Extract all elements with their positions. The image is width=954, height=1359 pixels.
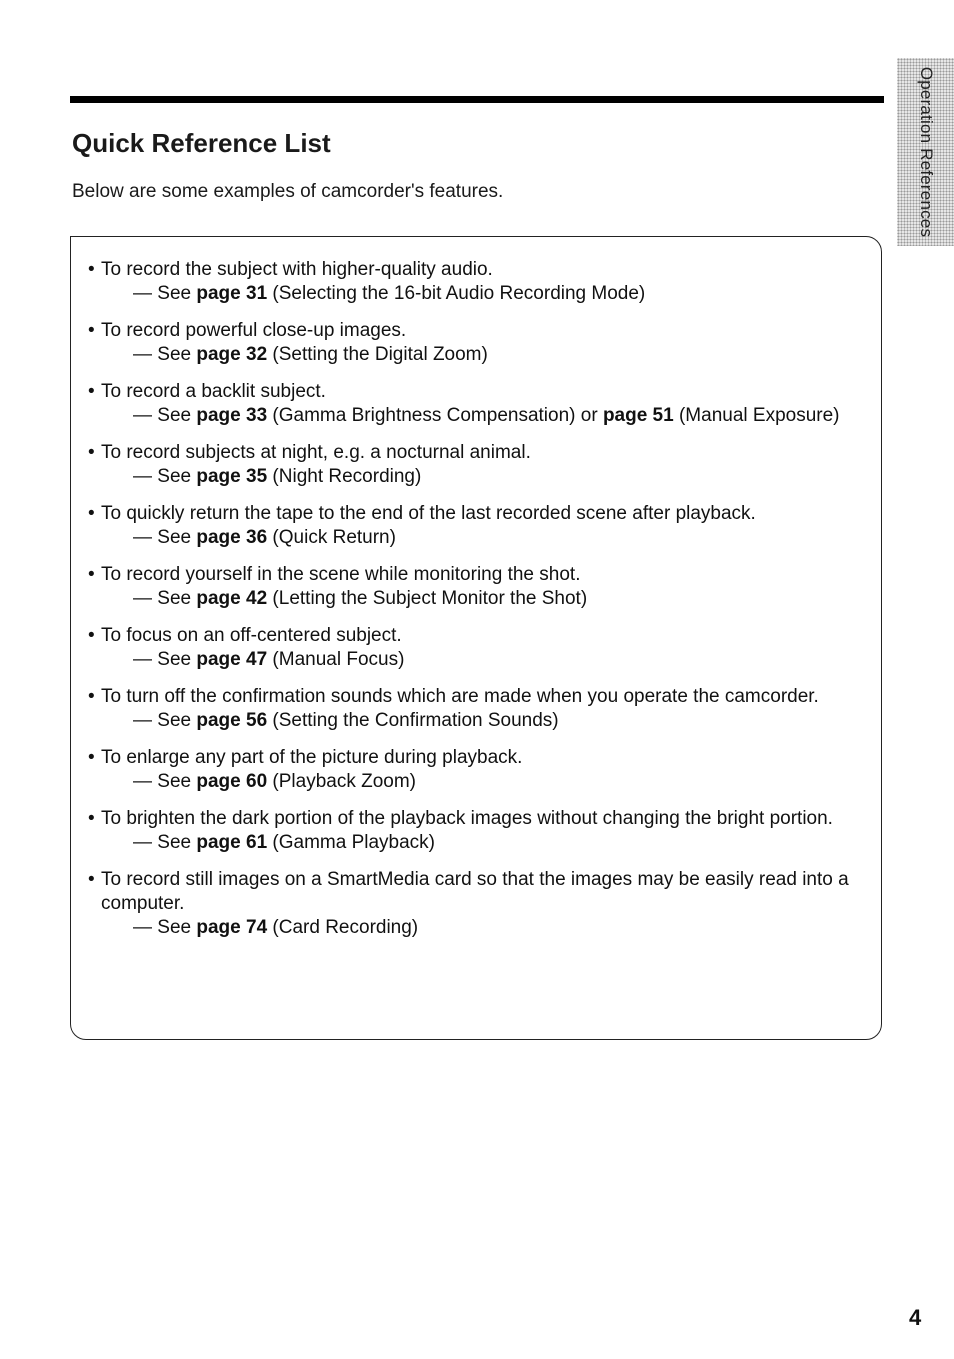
top-rule xyxy=(70,96,884,103)
list-item xyxy=(88,563,878,611)
list-item xyxy=(88,258,878,306)
item-reference: — See page 32 (Setting the Digital Zoom) xyxy=(133,344,488,365)
page-ref: page 74 xyxy=(196,917,268,938)
item-description: • To quickly return the tape to the end of the last recorded scene after playback. xyxy=(88,502,878,526)
page-ref: page 42 xyxy=(196,588,268,609)
item-reference: — See page 36 (Quick Return) xyxy=(133,527,396,548)
list-item xyxy=(88,624,878,672)
page-ref: page 32 xyxy=(196,344,268,365)
reference-list xyxy=(88,258,878,953)
item-reference: — See page 35 (Night Recording) xyxy=(133,466,422,487)
item-reference: — See page 47 (Manual Focus) xyxy=(133,649,405,670)
item-description: • To turn off the confirmation sounds which are made when you operate the camcorder. xyxy=(88,685,878,709)
item-description: • To focus on an off-centered subject. xyxy=(88,624,878,648)
item-reference: — See page 74 (Card Recording) xyxy=(133,917,419,938)
item-description: • To record subjects at night, e.g. a nocturnal animal. xyxy=(88,441,878,465)
item-reference: — See page 61 (Gamma Playback) xyxy=(133,832,436,853)
page-ref: page 47 xyxy=(196,649,268,670)
list-item xyxy=(88,807,878,855)
list-item xyxy=(88,441,878,489)
item-reference: — See page 42 (Letting the Subject Monitor the Shot) xyxy=(133,588,588,609)
item-reference: — See page 60 (Playback Zoom) xyxy=(133,771,417,792)
intro-text: Below are some examples of camcorder's features. xyxy=(72,181,504,202)
item-description: • To record the subject with higher-quality audio. xyxy=(88,258,878,282)
page-ref-secondary: page 51 xyxy=(602,405,674,426)
item-description: • To enlarge any part of the picture during playback. xyxy=(88,746,878,770)
page-ref: page 61 xyxy=(196,832,268,853)
item-reference: — See page 31 (Selecting the 16-bit Audio Recording Mode) xyxy=(133,283,646,304)
page-ref: page 60 xyxy=(196,771,268,792)
list-item xyxy=(88,502,878,550)
item-description: • To record yourself in the scene while monitoring the shot. xyxy=(88,563,878,587)
list-item xyxy=(88,380,878,428)
item-description: • To record a backlit subject. xyxy=(88,380,878,404)
page-ref: page 35 xyxy=(196,466,268,487)
section-tab xyxy=(897,58,954,246)
item-reference: — See page 56 (Setting the Confirmation Sounds) xyxy=(133,710,559,731)
page-number: 4 xyxy=(909,1305,922,1330)
page-title: Quick Reference List xyxy=(72,128,331,158)
list-item xyxy=(88,685,878,733)
item-description: • To record still images on a SmartMedia card so that the images may be easily read into a computer. xyxy=(88,868,878,916)
page-ref: page 33 xyxy=(196,405,268,426)
item-description: • To record powerful close-up images. xyxy=(88,319,878,343)
list-item xyxy=(88,868,878,940)
page-ref: page 36 xyxy=(196,527,268,548)
page-ref: page 56 xyxy=(196,710,268,731)
item-description: • To brighten the dark portion of the playback images without changing the bright portion. xyxy=(88,807,878,831)
item-reference: — See page 33 (Gamma Brightness Compensation) or page 51 (Manual Exposure) xyxy=(133,405,840,426)
section-tab-label: Operation References xyxy=(916,66,936,238)
list-item xyxy=(88,746,878,794)
list-item xyxy=(88,319,878,367)
page-ref: page 31 xyxy=(196,283,268,304)
